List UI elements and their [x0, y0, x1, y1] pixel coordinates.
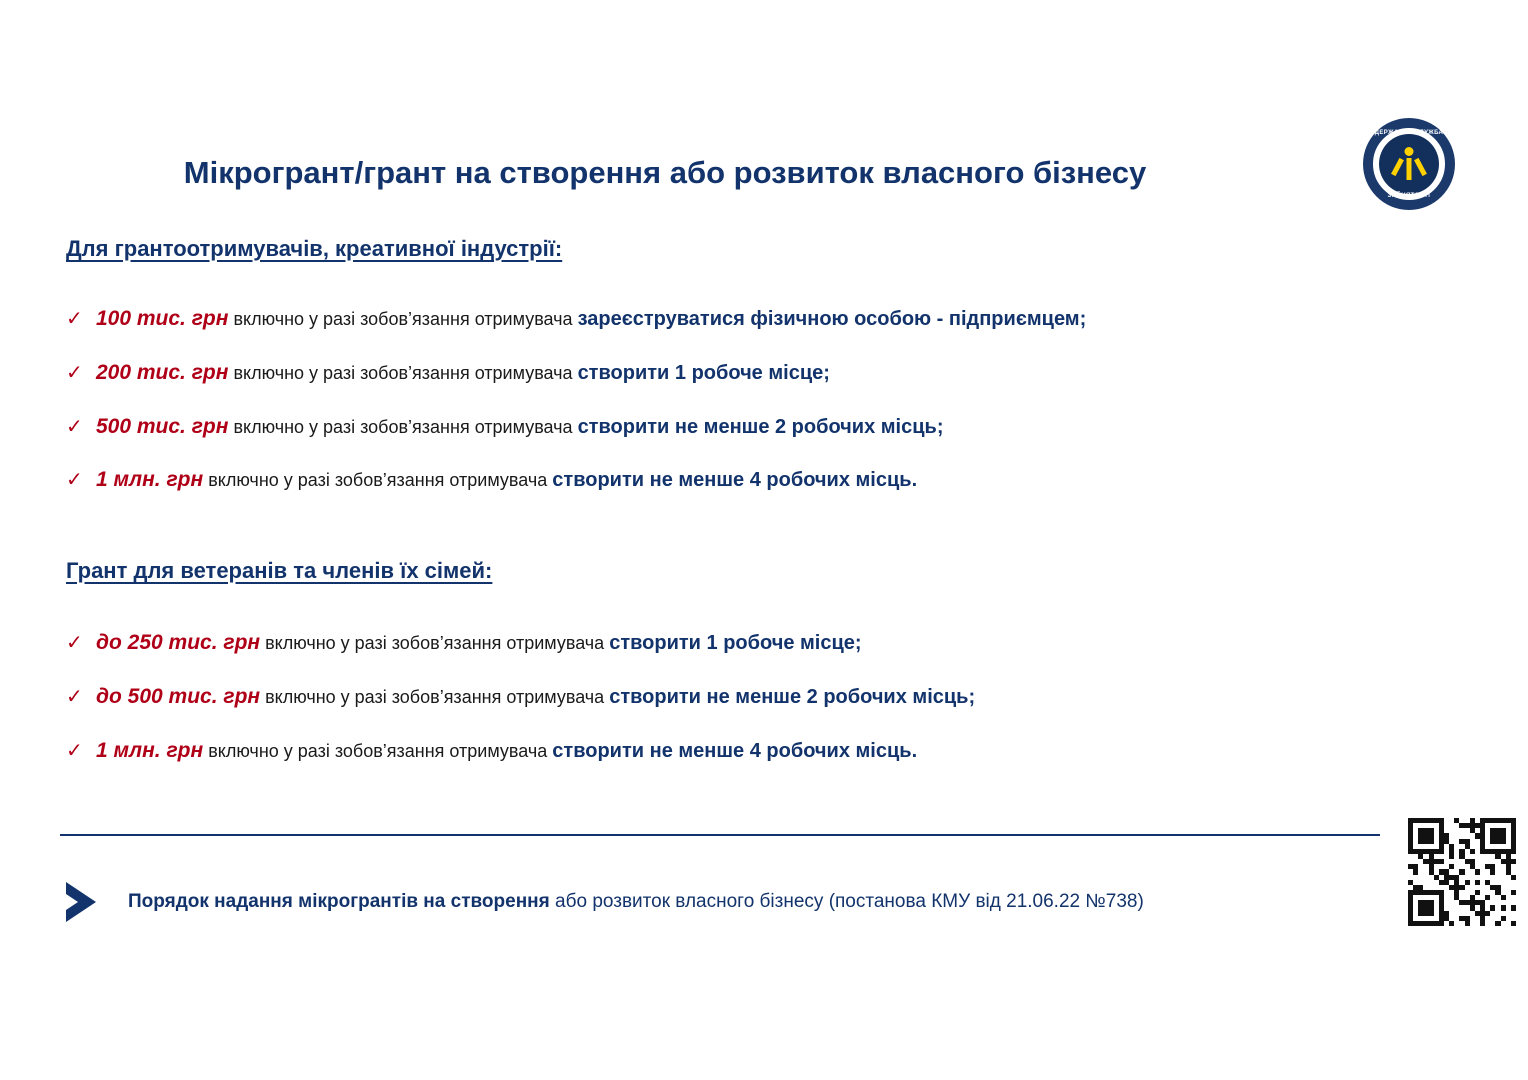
list-item: [66, 360, 1466, 386]
list-item: [66, 414, 1466, 440]
grant-obligation: створити 1 робоче місце;: [609, 632, 862, 654]
grant-amount: до 500 тис. грн: [96, 685, 261, 708]
chevron-right-icon: [62, 876, 114, 928]
list-item-text: [96, 467, 917, 493]
logo-person-head: [1405, 147, 1414, 156]
logo-text-top: ДЕРЖАВНА СЛУЖБА: [1374, 130, 1444, 136]
check-icon: ✓: [66, 740, 83, 762]
list-item-text: [96, 360, 830, 386]
logo-text-bottom: ЗАЙНЯТОСТІ: [1387, 193, 1431, 199]
list-item: [66, 684, 1466, 710]
list-item: [66, 467, 1466, 493]
list-item-text: [96, 306, 1086, 332]
section-heading-veterans: Грант для ветеранів та членів їх сімей:: [66, 558, 493, 583]
grant-condition-lead: включно у разі зобов’язання отримувача: [260, 687, 610, 707]
logo-person-arm-right: [1414, 158, 1427, 176]
list-item: [66, 630, 1466, 656]
grant-obligation: створити не менше 2 робочих місць;: [577, 416, 944, 438]
grant-condition-lead: включно у разі зобов’язання отримувача: [228, 309, 578, 329]
footer-bold-part: Порядок надання мікрогрантів на створення: [128, 891, 550, 912]
list-item-text: [96, 630, 862, 656]
check-icon: ✓: [66, 416, 83, 438]
list-item-text: [96, 738, 917, 764]
grant-obligation: зареєструватися фізичною особою - підприємцем;: [577, 308, 1087, 330]
grant-obligation: створити не менше 4 робочих місць.: [552, 469, 918, 491]
list-item: [66, 306, 1466, 332]
logo-person-icon: [1392, 147, 1426, 181]
grant-amount: 500 тис. грн: [96, 415, 229, 438]
grant-amount: 1 млн. грн: [96, 468, 204, 491]
grant-obligation: створити 1 робоче місце;: [577, 362, 830, 384]
grant-condition-lead: включно у разі зобов’язання отримувача: [260, 633, 610, 653]
grant-amount: до 250 тис. грн: [96, 631, 261, 654]
check-icon: ✓: [66, 686, 83, 708]
check-icon: ✓: [66, 469, 83, 491]
check-icon: ✓: [66, 362, 83, 384]
employment-service-logo: [1363, 118, 1455, 210]
footer-divider: [60, 834, 1380, 836]
grant-obligation: створити не менше 4 робочих місць.: [552, 740, 918, 762]
grant-condition-lead: включно у разі зобов’язання отримувача: [228, 417, 578, 437]
grant-amount: 100 тис. грн: [96, 307, 229, 330]
list-item: [66, 738, 1466, 764]
list-item-text: [96, 414, 944, 440]
qr-code-modules: [1408, 818, 1516, 926]
logo-person-body: [1407, 158, 1412, 180]
check-icon: ✓: [66, 308, 83, 330]
qr-code[interactable]: [1408, 818, 1516, 926]
grant-obligation: створити не менше 2 робочих місць;: [609, 686, 976, 708]
grant-condition-lead: включно у разі зобов’язання отримувача: [203, 470, 553, 490]
grant-amount: 1 млн. грн: [96, 739, 204, 762]
section-heading-creative-industry: Для грантоотримувачів, креативної індустрії:: [66, 236, 563, 261]
footer-rest-part: або розвиток власного бізнесу (постанова КМУ від 21.06.22 №738): [549, 891, 1144, 912]
list-item-text: [96, 684, 975, 710]
footer-reference: [128, 891, 1398, 913]
grant-amount: 200 тис. грн: [96, 361, 229, 384]
page-title: Мікрогрант/грант на створення або розвиток власного бізнесу: [183, 155, 1147, 190]
grant-condition-lead: включно у разі зобов’язання отримувача: [203, 741, 553, 761]
grant-condition-lead: включно у разі зобов’язання отримувача: [228, 363, 578, 383]
check-icon: ✓: [66, 632, 83, 654]
logo-person-arm-left: [1391, 158, 1404, 176]
